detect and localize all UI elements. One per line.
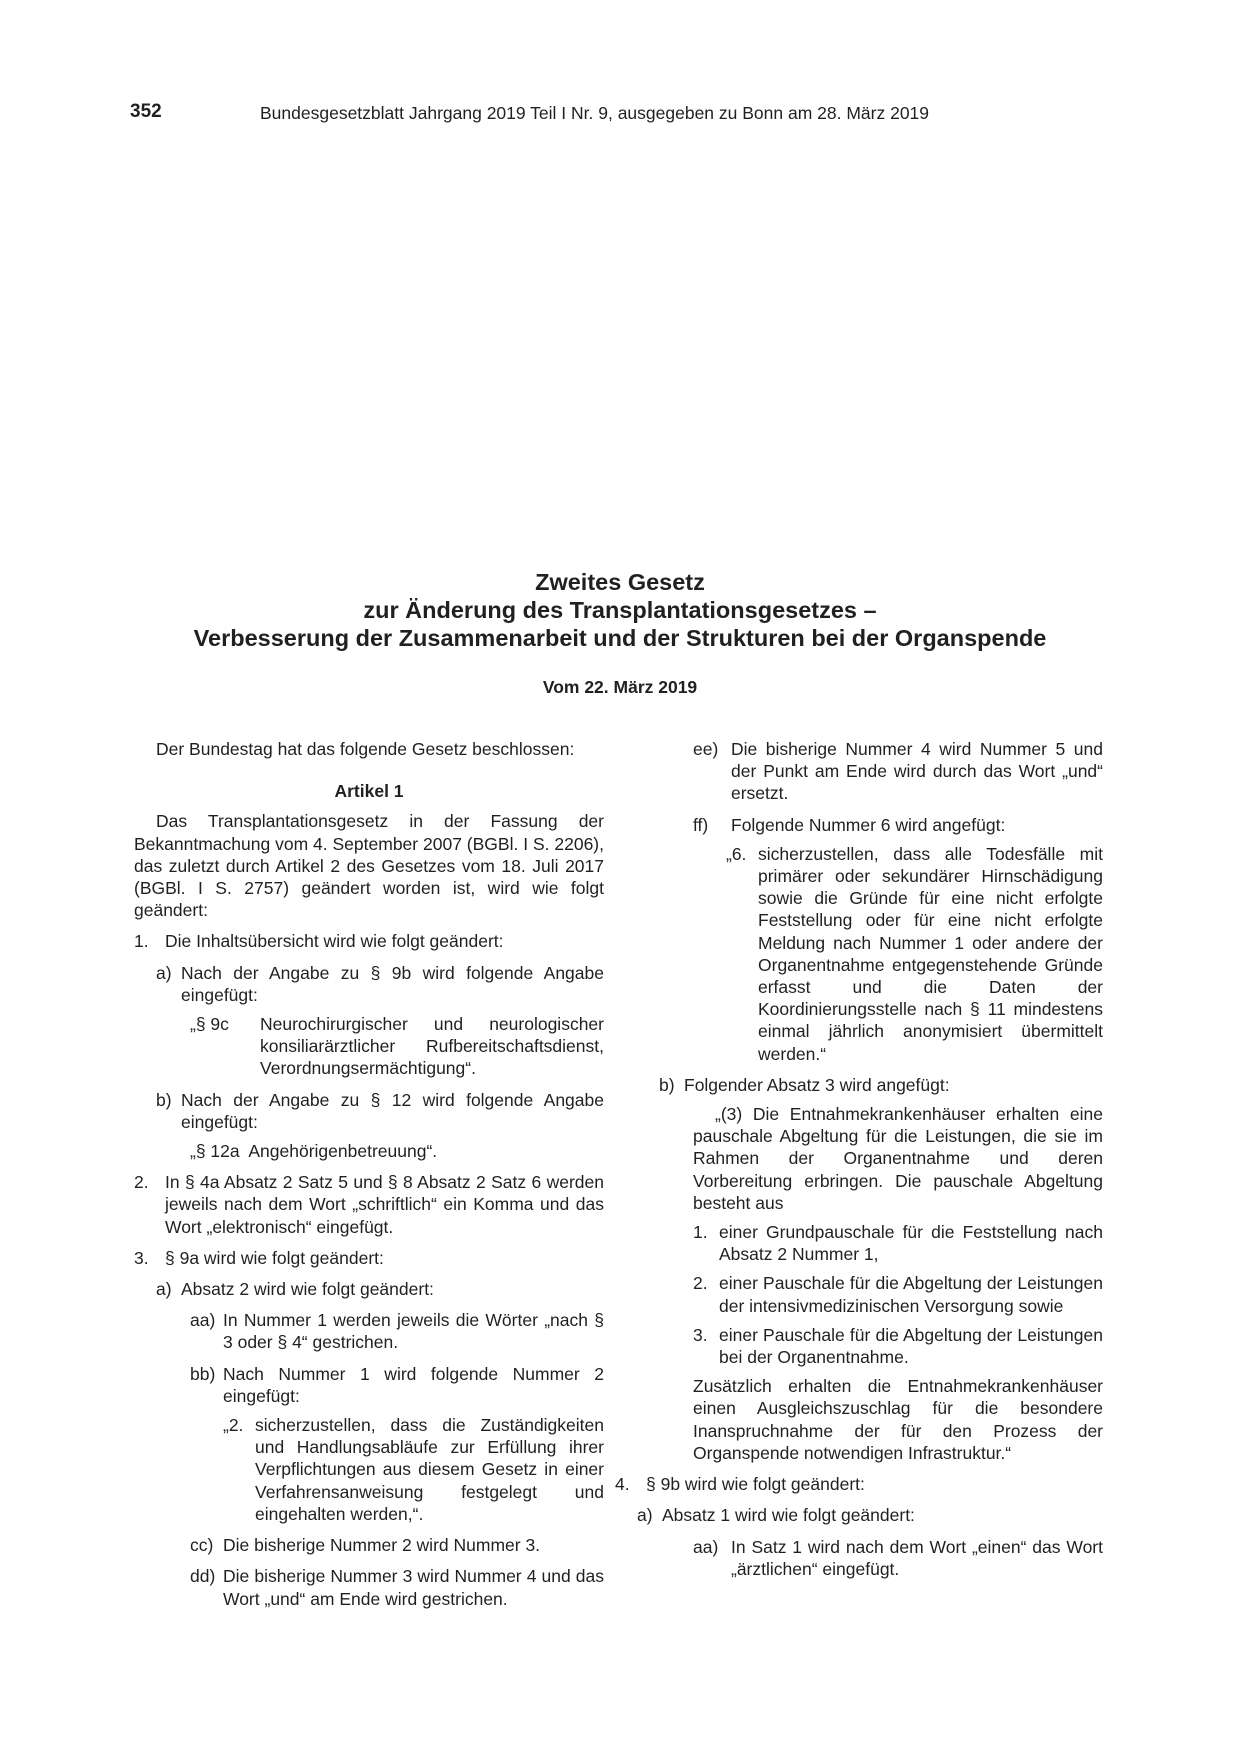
item-text: In Satz 1 wird nach dem Wort „einen“ das Wort „ärztlichen“ eingefügt. — [731, 1536, 1103, 1579]
list-item-4 — [615, 1473, 1103, 1495]
list-item-4a — [637, 1504, 1103, 1526]
item-label: dd) — [190, 1566, 216, 1587]
list-item-2 — [134, 1171, 604, 1238]
list-item-bb — [190, 1363, 604, 1407]
list-item-4aa — [693, 1536, 1103, 1580]
page-number: 352 — [130, 101, 162, 122]
item-text: § 9a wird wie folgt geändert: — [165, 1247, 384, 1268]
list-item-1 — [134, 930, 604, 952]
item-label: b) — [156, 1089, 172, 1110]
law-title — [100, 568, 1140, 698]
item-text: Die Inhaltsübersicht wird wie folgt geändert: — [165, 931, 504, 952]
item-label: a) — [156, 1279, 172, 1300]
quote-label: „2. — [223, 1415, 244, 1436]
quoted-entry-12a: „§ 12a Angehörigenbetreuung“. — [190, 1141, 438, 1162]
list-item-b — [659, 1074, 1103, 1096]
item-label: aa) — [693, 1536, 719, 1557]
item-text: Folgende Nummer 6 wird angefügt: — [731, 814, 1006, 835]
item-text: In Nummer 1 werden jeweils die Wörter „nach § 3 oder § 4“ gestrichen. — [223, 1310, 604, 1353]
title-line-3: Verbesserung der Zusammenarbeit und der Strukturen bei der Organspende — [193, 625, 1047, 651]
quote-label: „§ 9c — [190, 1014, 229, 1035]
item-text: In § 4a Absatz 2 Satz 5 und § 8 Absatz 2 Satz 6 werden jeweils nach dem Wort „schriftlich“ ein Komma und das Wort „elektronisch“ eingefügt. — [165, 1172, 604, 1237]
item-text: Nach der Angabe zu § 9b wird folgende Angabe eingefügt: — [181, 962, 604, 1005]
quote-text: Neurochirurgischer und neurologischer konsiliarärztlicher Rufbereitschaftsdienst, Verordnungsermächtigung“. — [260, 1014, 604, 1079]
left-column — [134, 738, 604, 1610]
quoted-number-2 — [223, 1414, 604, 1525]
list-item-aa — [190, 1309, 604, 1353]
title-line-2: zur Änderung des Transplantationsgesetzes – — [363, 597, 877, 623]
item-text: einer Pauschale für die Abgeltung der Leistungen der intensivmedizinischen Versorgung sowie — [719, 1273, 1103, 1316]
quoted-absatz-3: „(3) Die Entnahmekrankenhäuser erhalten eine pauschale Abgeltung für die Leistungen, die sie im Rahmen der Organentnahme und deren Vorbereitung erbringen. Die pauschale Abgeltung besteht aus — [693, 1104, 1103, 1213]
item-text: Die bisherige Nummer 2 wird Nummer 3. — [223, 1535, 541, 1556]
item-label: 1. — [134, 931, 149, 952]
quoted-number-6 — [726, 843, 1103, 1065]
item-text: Die bisherige Nummer 3 wird Nummer 4 und das Wort „und“ am Ende wird gestrichen. — [223, 1566, 604, 1609]
sub-item-2 — [693, 1272, 1103, 1316]
item-label: 4. — [615, 1474, 630, 1495]
quoted-entry-9c — [190, 1013, 604, 1080]
item-text: Folgender Absatz 3 wird angefügt: — [684, 1074, 950, 1095]
item-label: bb) — [190, 1363, 216, 1384]
law-date: Vom 22. März 2019 — [542, 677, 698, 697]
zusatz-paragraph: Zusätzlich erhalten die Entnahmekrankenhäuser einen Ausgleichszuschlag für die besondere Inanspruchnahme der für den Prozess der Organspende notwendigen Infrastruktur.“ — [693, 1376, 1103, 1463]
item-label: a) — [156, 962, 172, 983]
item-label: ee) — [693, 739, 719, 759]
item-text: einer Grundpauschale für die Feststellung nach Absatz 2 Nummer 1, — [719, 1222, 1103, 1265]
running-head: Bundesgesetzblatt Jahrgang 2019 Teil I Nr. 9, ausgegeben zu Bonn am 28. März 2019 — [260, 103, 930, 123]
item-label: a) — [637, 1505, 653, 1526]
item-text: § 9b wird wie folgt geändert: — [646, 1474, 865, 1495]
quote-label: „6. — [726, 843, 747, 864]
item-text: Nach Nummer 1 wird folgende Nummer 2 eingefügt: — [223, 1363, 604, 1406]
list-item-3a — [156, 1278, 604, 1300]
list-item-cc — [190, 1534, 604, 1556]
item-label: 3. — [693, 1324, 708, 1345]
list-item-1b — [156, 1089, 604, 1133]
item-label: aa) — [190, 1310, 216, 1331]
list-item-ee — [693, 738, 1103, 805]
sub-item-3 — [693, 1324, 1103, 1368]
article-intro: Das Transplantationsgesetz in der Fassung der Bekanntmachung vom 4. September 2007 (BGBl. I S. 2206), das zuletzt durch Artikel 2 des Gesetzes vom 18. Juli 2017 (BGBl. I S. 2757) geändert worden ist, wird wie folgt geändert: — [134, 811, 604, 921]
right-column — [615, 738, 1103, 1580]
item-text: Absatz 2 wird wie folgt geändert: — [181, 1279, 434, 1300]
item-label: 2. — [134, 1172, 149, 1193]
item-text: einer Pauschale für die Abgeltung der Leistungen bei der Organentnahme. — [719, 1324, 1103, 1368]
quote-text: sicherzustellen, dass alle Todesfälle mit primärer oder sekundärer Hirnschädigung sowie die Gründe für eine nicht erfolgte Feststellung oder für eine nicht erfolgte Meldung nach Nummer 1 oder andere der Organentnahme entgegenstehende Gründe erfasst und die Daten der Koordinierungsstelle nach § 11 mindestens einmal jährlich anonymisiert übermittelt werden.“ — [758, 843, 1103, 1064]
item-text: Absatz 1 wird wie folgt geändert: — [662, 1505, 915, 1526]
sub-item-1 — [693, 1221, 1103, 1265]
item-label: 3. — [134, 1247, 149, 1268]
item-label: b) — [659, 1074, 675, 1095]
item-label: ff) — [693, 814, 709, 835]
item-label: 1. — [693, 1222, 708, 1243]
title-line-1: Zweites Gesetz — [535, 569, 705, 595]
list-item-dd — [190, 1565, 604, 1609]
quote-text: sicherzustellen, dass die Zuständigkeiten und Handlungsabläufe zur Erfüllung ihrer Verpflichtungen aus diesem Gesetz in einer Verfahrensanweisung festgelegt und eingehalten werden,“. — [255, 1415, 604, 1524]
item-label: 2. — [693, 1273, 708, 1294]
preamble: Der Bundestag hat das folgende Gesetz beschlossen: — [156, 739, 575, 759]
list-item-1a — [156, 962, 604, 1006]
list-item-ff — [693, 814, 1103, 836]
item-label: cc) — [190, 1535, 214, 1556]
item-text: Die bisherige Nummer 4 wird Nummer 5 und der Punkt am Ende wird durch das Wort „und“ ersetzt. — [731, 739, 1103, 804]
list-item-3 — [134, 1247, 604, 1269]
article-heading: Artikel 1 — [334, 781, 404, 802]
item-text: Nach der Angabe zu § 12 wird folgende Angabe eingefügt: — [181, 1089, 604, 1132]
